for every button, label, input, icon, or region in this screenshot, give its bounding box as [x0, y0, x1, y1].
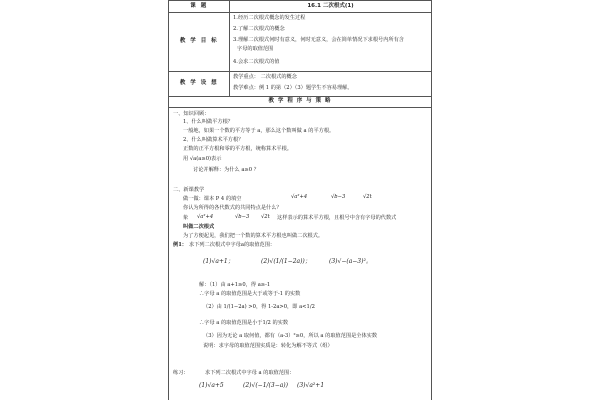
- example-item: (3)√−(a−3)²。: [329, 258, 372, 265]
- course-label: 课 题: [190, 2, 208, 9]
- convention-line: 为了方便起见，我们把一个数的算术平方根也叫做二次根式。: [183, 233, 324, 239]
- review-discussion: 讨论并解释：为什么 a≥0 ？: [193, 167, 259, 173]
- example-label: 例1：: [173, 242, 187, 248]
- goal-item: 3.理解二次根式何时有意义，何时无意义，会在简单情况下求根号内所有含: [233, 37, 404, 43]
- review-heading: 一、知识回顾：: [173, 111, 210, 117]
- goals-label: 教 学 目 标: [179, 38, 219, 45]
- practice-item: (1)√a+5: [199, 382, 224, 389]
- activity-line: 做一做：课本 P 4 的填空: [183, 196, 242, 202]
- expression: √a²+4: [291, 194, 308, 200]
- course-title: 16.1 二次根式(1): [307, 2, 354, 9]
- review-answer: 一般地，如果一个数的平方等于 a，那么这个数叫做 a 的平方根。: [183, 128, 335, 134]
- goal-item: 4.会求二次根式的值: [233, 59, 280, 65]
- solution-line: （2）由 1/(1−2a) >0，得 1-2a>0，即 a<1/2: [203, 304, 315, 310]
- review-question: 1、什么叫做平方根？: [183, 119, 233, 125]
- goal-item: 1.经历二次根式概念的发生过程: [233, 15, 306, 21]
- new-lesson-heading: 二、新课教学: [173, 187, 205, 193]
- goals-row: [168, 12, 432, 72]
- design-row: [168, 71, 432, 97]
- example-item: (2)√(1/(1−2a))；: [261, 258, 311, 265]
- expression: √b−3: [235, 214, 250, 220]
- expression: √a²+4: [197, 214, 214, 220]
- practice-item: (2)√(−1/(3−a)): [243, 382, 288, 389]
- procedure-title: 教 学 程 序 与 策 略: [268, 98, 332, 105]
- expression: √b−3: [331, 194, 346, 200]
- example-item: (1)√a+1；: [203, 258, 234, 265]
- practice-label: 练习：: [173, 370, 189, 376]
- question-line: 你认为所得的各代数式的共同特点是什么？: [183, 205, 282, 211]
- example-prompt: 求下列二次根式中字母a的取值范围：: [189, 242, 276, 248]
- procedure-body: [168, 107, 432, 400]
- design-line: 教学难点：例 1 的第（2）（3）题学生不容易理解。: [233, 85, 353, 91]
- lesson-plan-document: [168, 0, 432, 400]
- solution-line: ∴字母 a 的取值范围是大于或等于-1 的实数: [199, 291, 301, 297]
- goal-item: 2.了解二次根式的概念: [233, 26, 285, 32]
- definition-prefix: 象: [183, 215, 189, 221]
- definition-term: 叫做二次根式: [183, 224, 215, 230]
- solution-line: ∴字母 a 的取值范围是小于1/2 的实数: [199, 320, 289, 326]
- design-line: 教学重点： 二次根式的概念: [233, 74, 297, 80]
- definition-suffix: 这样表示的算术平方根，且根号中含有字母的代数式: [277, 215, 397, 221]
- practice-item: (3)√a²+1: [297, 382, 325, 389]
- design-label: 教 学 设 想: [179, 80, 219, 87]
- expression: √2t: [363, 194, 372, 200]
- expression: √2t: [261, 214, 270, 220]
- practice-prompt: 求下列二次根式中字母 a 的取值范围：: [205, 370, 295, 376]
- review-notation: 用 √a(a≥0)表示: [183, 156, 222, 162]
- review-question: 2、什么叫做算术平方根？: [183, 137, 244, 143]
- solution-line: 解：（1）由 a+1≥0，得 a≥-1: [199, 282, 271, 288]
- solution-note: 说明：求字母的取值范围实质是：转化为解不等式（组）: [203, 343, 333, 349]
- review-answer: 正数的正平方根和零的平方根，统称算术平根。: [183, 146, 292, 152]
- solution-line: （3）因为无论 a 取何值，都有（a-3）²≥0，所以 a 的取值范围是全体实数: [203, 333, 378, 339]
- goal-item: 字母的取值范围: [237, 46, 274, 52]
